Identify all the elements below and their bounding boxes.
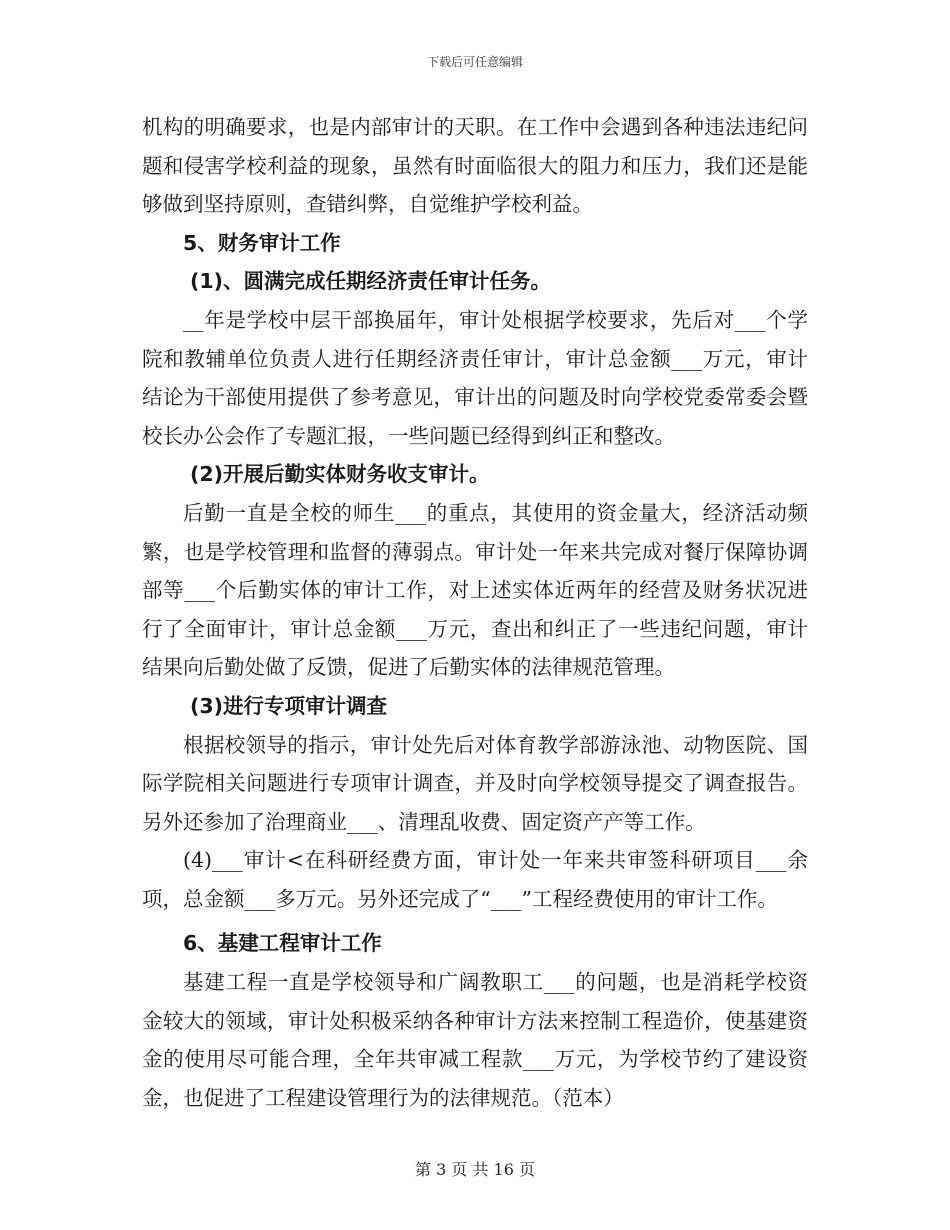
subheading-special-audit: (3)进行专项审计调查: [190, 693, 388, 718]
paragraph-special-audit: 根据校领导的指示，审计处先后对体育教学部游泳池、动物医院、国际学院相关问题进行专项审计调查，并及时向学校领导提交了调查报告。另外还参加了治理商业___、清理乱收费、固定资产产等工作。: [142, 732, 808, 834]
paragraph-term-audit: __年是学校中层干部换届年，审计处根据学校要求，先后对___个学院和教辅单位负责人进行任期经济责任审计，审计总金额___万元，审计结论为干部使用提供了参考意见，审计出的问题及时向学校党委常委会暨校长办公会作了专题汇报，一些问题已经得到纠正和整改。: [142, 307, 808, 448]
paragraph-continuation: 机构的明确要求，也是内部审计的天职。在工作中会遇到各种违法违纪问题和侵害学校利益的现象，虽然有时面临很大的阻力和压力，我们还是能够做到坚持原则，查错纠弊，自觉维护学校利益。: [142, 115, 808, 217]
subheading-logistics-audit: (2)开展后勤实体财务收支审计。: [190, 462, 490, 487]
subheading-term-audit: (1)、圆满完成任期经济责任审计任务。: [190, 269, 552, 294]
section-heading-construction-audit: 6、基建工程审计工作: [183, 931, 382, 956]
section-heading-finance-audit: 5、财务审计工作: [183, 230, 341, 255]
paragraph-research-audit: (4)___审计<在科研经费方面，审计处一年来共审签科研项目___余项，总金额___多万元。另外还完成了“___”工程经费使用的审计工作。: [142, 848, 808, 911]
page-number: 第 3 页 共 16 页: [415, 1160, 535, 1179]
document-body: [142, 108, 808, 1117]
header-note: 下载后可任意编辑: [426, 55, 523, 69]
paragraph-construction-audit: 基建工程一直是学校领导和广阔教职工___的问题，也是消耗学校资金较大的领域，审计处积极采纳各种审计方法来控制工程造价，使基建资金的使用尽可能合理，全年共审减工程款___万元，为学校节约了建设资金，也促进了工程建设管理行为的法律规范。（范本）: [142, 970, 808, 1110]
paragraph-logistics-audit: 后勤一直是全校的师生___的重点，其使用的资金量大，经济活动频繁，也是学校管理和监督的薄弱点。审计处一年来共完成对餐厅保障协调部等___个后勤实体的审计工作，对上述实体近两年的经营及财务状况进行了全面审计，审计总金额___万元，查出和纠正了一些违纪问题，审计结果向后勤处做了反馈，促进了后勤实体的法律规范管理。: [142, 500, 808, 680]
